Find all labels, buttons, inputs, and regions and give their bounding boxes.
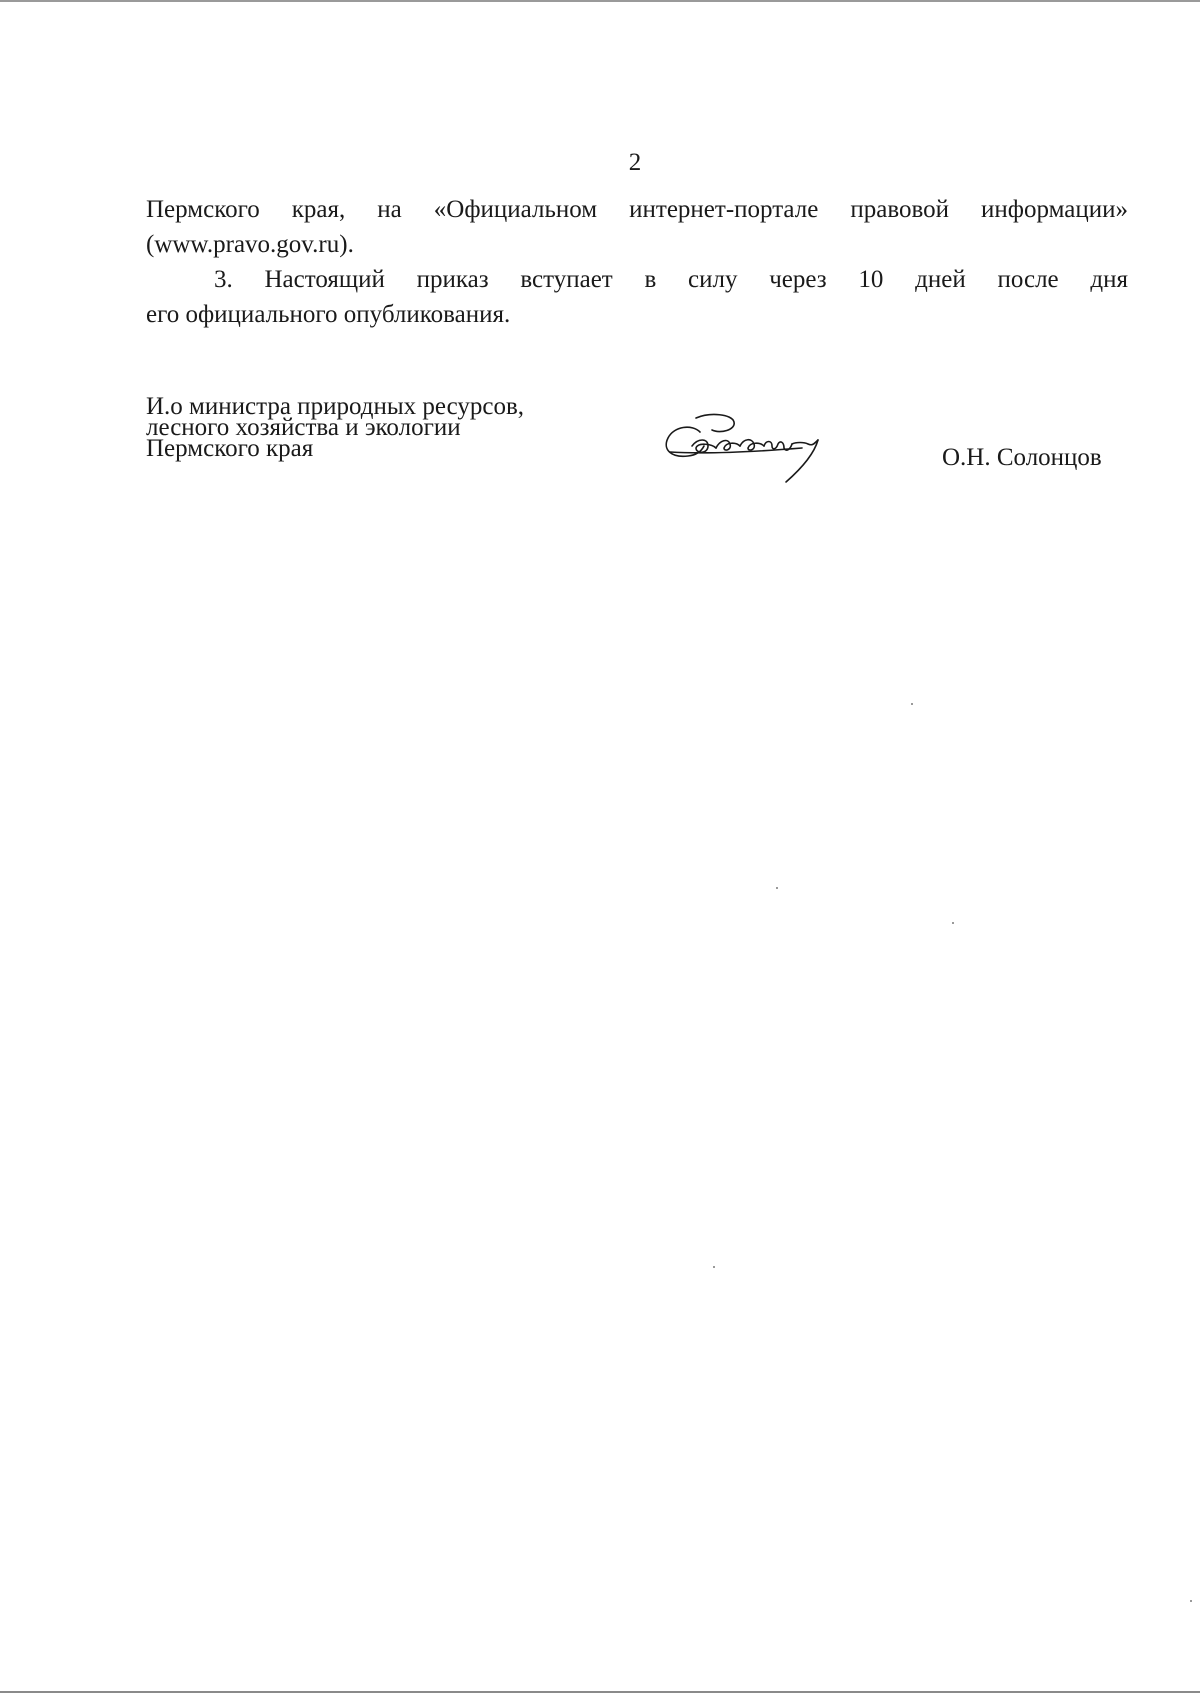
signer-position-line: лесного хозяйства и экологии: [146, 414, 461, 441]
scan-speck: [1190, 1600, 1192, 1602]
paragraph-line: 3. Настоящий приказ вступает в силу через 10 дней после дня: [214, 266, 1128, 293]
signer-position: [146, 393, 525, 462]
scan-speck: [776, 887, 778, 889]
scan-speck: [713, 1266, 715, 1268]
paragraph-continuation: [146, 192, 1128, 262]
paragraph-line: его официального опубликования.: [146, 301, 511, 328]
scan-speck: [952, 922, 954, 924]
scan-top-edge: [0, 0, 1200, 2]
signer-position-line: Пермского края: [146, 435, 314, 462]
paragraph-line: (www.pravo.gov.ru).: [146, 231, 354, 258]
handwritten-signature: [662, 410, 862, 490]
signer-name: О.Н. Солонцов: [942, 444, 1102, 471]
paragraph-3: [146, 262, 1128, 332]
paragraph-line: Пермского края, на «Официальном интернет-портале правовой информации»: [146, 196, 1128, 223]
page-number: 2: [628, 149, 642, 176]
signer-position-line: И.о министра природных ресурсов,: [146, 393, 525, 420]
scan-speck: [911, 703, 913, 705]
